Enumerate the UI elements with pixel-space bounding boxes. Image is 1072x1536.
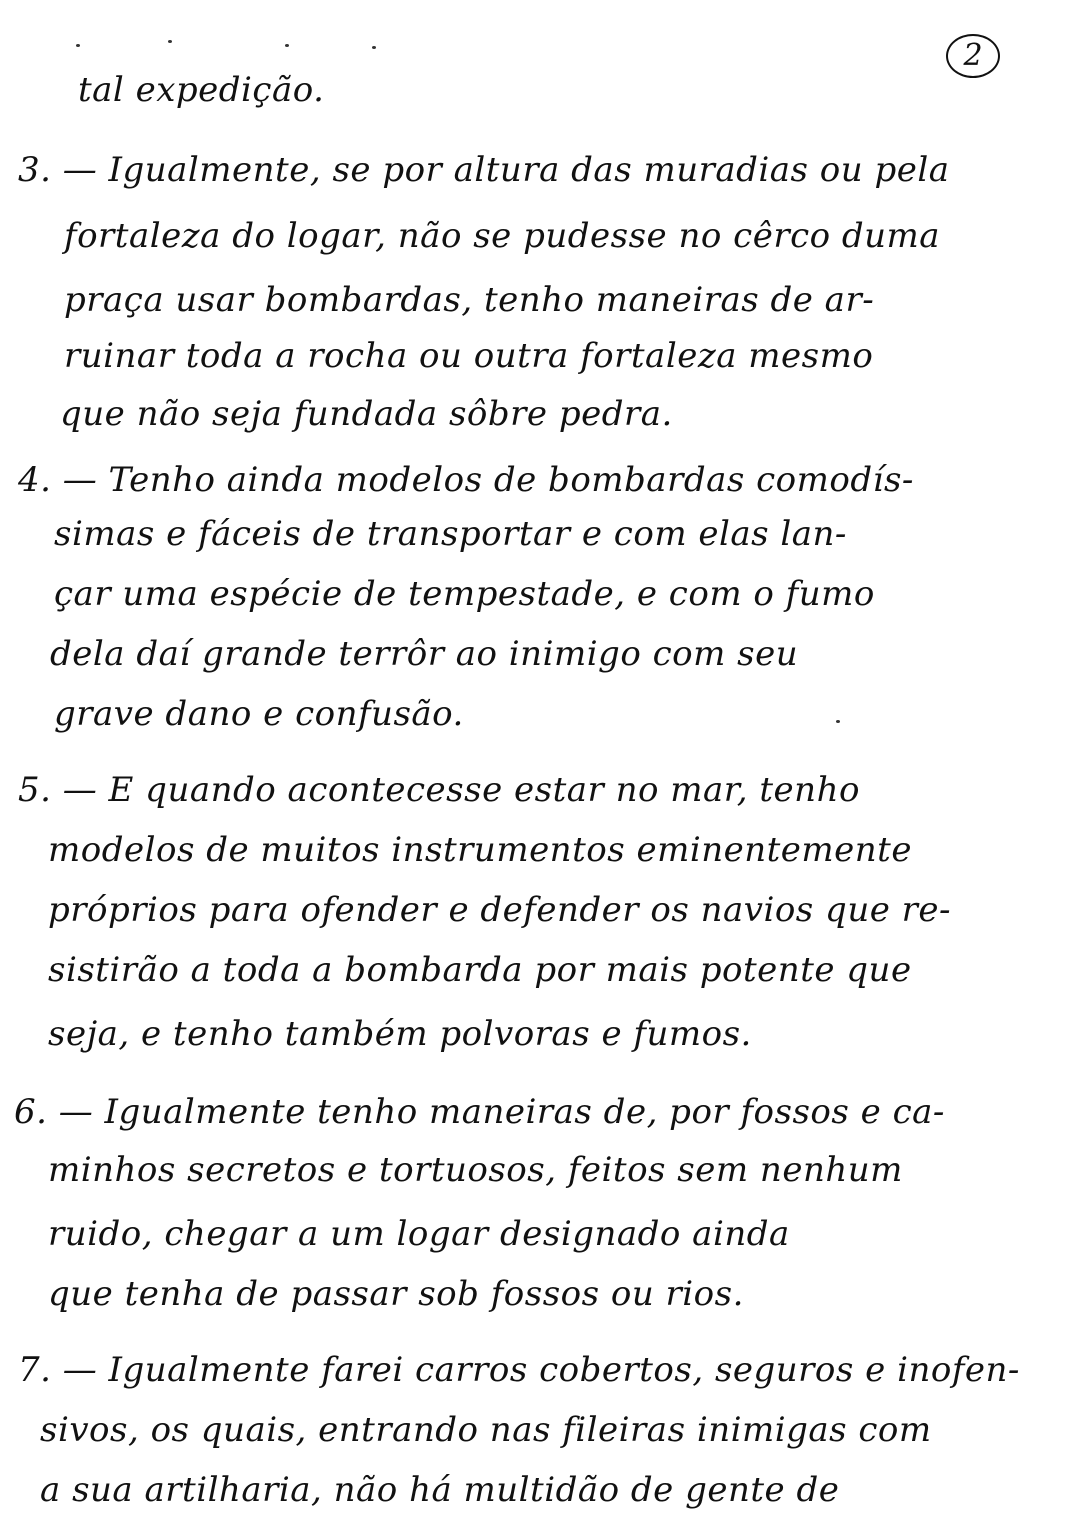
text-line: 3. — Igualmente, se por altura das muradias ou pela — [18, 150, 950, 190]
text-line: tal expedição. — [78, 70, 325, 110]
text-line: 4. — Tenho ainda modelos de bombardas comodís- — [18, 460, 914, 500]
text-line: fortaleza do logar, não se pudesse no cêrco duma — [64, 216, 941, 256]
text-line: ruido, chegar a um logar designado ainda — [48, 1214, 790, 1254]
text-line: minhos secretos e tortuosos, feitos sem nenhum — [48, 1150, 903, 1190]
text-line: ruinar toda a rocha ou outra fortaleza mesmo — [64, 336, 874, 376]
text-line: modelos de muitos instrumentos eminentemente — [48, 830, 912, 870]
text-line: que tenha de passar sob fossos ou rios. — [48, 1274, 744, 1314]
text-line: sistirão a toda a bombarda por mais potente que — [48, 950, 912, 990]
text-line: a sua artilharia, não há multidão de gente de — [40, 1470, 840, 1510]
text-line: grave dano e confusão. — [54, 694, 464, 734]
text-line: simas e fáceis de transportar e com elas lan- — [54, 514, 847, 554]
text-line: que não seja fundada sôbre pedra. — [60, 394, 673, 434]
text-line: seja, e tenho também polvoras e fumos. — [48, 1014, 752, 1054]
text-line: 6. — Igualmente tenho maneiras de, por fossos e ca- — [14, 1092, 945, 1132]
text-line: sivos, os quais, entrando nas fileiras inimigas com — [40, 1410, 932, 1450]
text-line: çar uma espécie de tempestade, e com o fumo — [54, 574, 875, 614]
text-line: 5. — E quando acontecesse estar no mar, tenho — [18, 770, 860, 810]
text-line: 7. — Igualmente farei carros cobertos, seguros e inofen- — [18, 1350, 1020, 1390]
text-line: próprios para ofender e defender os navios que re- — [48, 890, 952, 930]
text-line: praça usar bombardas, tenho maneiras de ar- — [64, 280, 875, 320]
text-line: dela daí grande terrôr ao inimigo com seu — [50, 634, 799, 674]
page-number: 2 — [946, 34, 1000, 78]
